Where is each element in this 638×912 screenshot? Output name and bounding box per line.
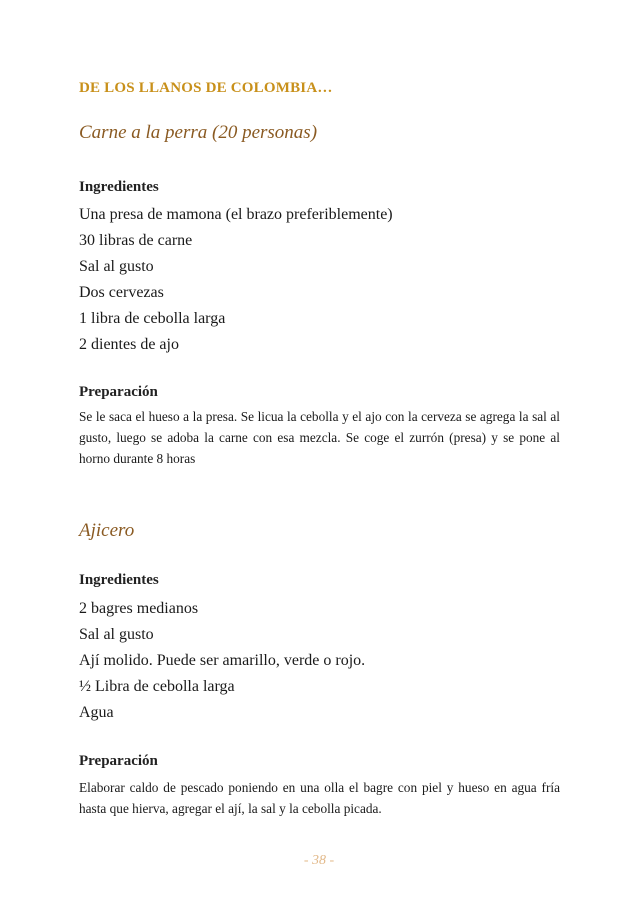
- ingredient-item: Ají molido. Puede ser amarillo, verde o rojo.: [79, 652, 366, 669]
- page-number: - 38 -: [303, 853, 335, 868]
- ingredient-item: 30 libras de carne: [79, 232, 193, 249]
- ingredient-list: [79, 202, 393, 358]
- preparation-text: Elaborar caldo de pescado poniendo en una olla el bagre con piel y hueso en agua fría hasta que hierva, agregar el ají, la sal y la cebolla picada.: [79, 780, 560, 816]
- preparation-heading: Preparación: [79, 753, 158, 769]
- preparation-text: Se le saca el hueso a la presa. Se licua la cebolla y el ajo con la cerveza se agrega la sal al gusto, luego se adoba la carne con esa mezcla. Se coge el zurrón (presa) y se pone al horno durante 8 horas: [79, 409, 560, 466]
- ingredients-heading: Ingredientes: [79, 179, 159, 195]
- ingredient-item: Sal al gusto: [79, 258, 154, 275]
- ingredient-item: 2 bagres medianos: [79, 600, 199, 617]
- ingredient-item: Sal al gusto: [79, 626, 154, 643]
- ingredient-item: 2 dientes de ajo: [79, 336, 179, 353]
- ingredients-heading: Ingredientes: [79, 572, 159, 588]
- preparation-heading: Preparación: [79, 384, 158, 400]
- recipe-title-carne-a-la-perra: Carne a la perra (20 personas): [79, 122, 318, 143]
- ingredient-item: Agua: [79, 704, 114, 721]
- section-title: DE LOS LLANOS DE COLOMBIA…: [79, 80, 333, 96]
- ingredient-item: Dos cervezas: [79, 284, 164, 301]
- ingredient-list: [79, 596, 365, 726]
- ingredient-item: ½ Libra de cebolla larga: [79, 678, 235, 695]
- ingredient-item: 1 libra de cebolla larga: [79, 310, 226, 327]
- recipe-title-ajicero: Ajicero: [79, 520, 135, 541]
- ingredient-item: Una presa de mamona (el brazo preferiblemente): [79, 206, 393, 223]
